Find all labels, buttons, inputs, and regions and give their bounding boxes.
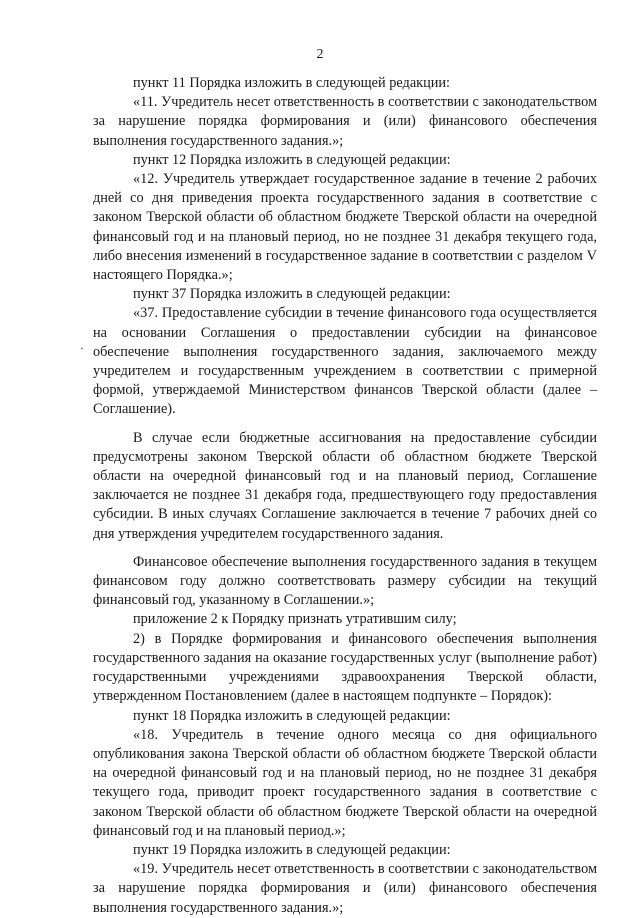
paragraph-clause-19-intro: пункт 19 Порядка изложить в следующей редакции:	[133, 841, 451, 858]
paragraph-budget-allocations: В случае если бюджетные ассигнования на предоставление субсидии предусмотрены законом Тверской области об областном бюджете Тверской области на очередной финансовый год и на плановый период, Соглашение заключается не позднее 31 декабря года, предшествующего году предоставления субсидии. В иных случаях Соглашение заключается в течение 7 рабочих дней со дня утверждения учредителем государственного задания.	[93, 429, 597, 542]
paragraph-clause-12-text: «12. Учредитель утверждает государственное задание в течение 2 рабочих дней со дня приведения проекта государственного задания в соответствие с законом Тверской области об областном бюджете Тверской области на очередной финансовый год и на плановый период, но не позднее 31 декабря текущего года, либо внесения изменений в государственное задание в соответствии с разделом V настоящего Порядка.»;	[93, 171, 597, 284]
document-body	[93, 74, 597, 918]
paragraph-clause-37-text: «37. Предоставление субсидии в течение финансового года осуществляется на основании Соглашения о предоставлении субсидии на финансовое обеспечение выполнения государственного задания, заключаемого между учредителем и государственным учреждением в соответствии с примерной формой, утверждаемой Министерством финансов Тверской области (далее – Соглашение).	[93, 305, 597, 418]
paragraph-clause-37-intro: пункт 37 Порядка изложить в следующей редакции:	[133, 286, 451, 303]
paragraph-clause-11-intro: пункт 11 Порядка изложить в следующей редакции:	[133, 75, 451, 91]
paragraph-clause-19-text: «19. Учредитель несет ответственность в соответствии с законодательством за нарушение порядка формирования и (или) финансового обеспечения выполнения государственного задания.»;	[93, 861, 597, 916]
paragraph-financial-support: Финансовое обеспечение выполнения государственного задания в текущем финансовом году должно соответствовать размеру субсидии на текущий финансовый год, указанному в Соглашении.»;	[93, 553, 597, 609]
page-number: 2	[316, 47, 324, 62]
paragraph-appendix-2: приложение 2 к Порядку признать утратившим силу;	[133, 611, 457, 628]
paragraph-clause-18-intro: пункт 18 Порядка изложить в следующей редакции:	[133, 707, 451, 724]
margin-dot-mark: ·	[80, 341, 84, 355]
paragraph-clause-11-text: «11. Учредитель несет ответственность в соответствии с законодательством за нарушение порядка формирования и (или) финансового обеспечения выполнения государственного задания.»;	[93, 94, 597, 149]
paragraph-subpoint-2: 2) в Порядке формирования и финансового обеспечения выполнения государственного задания на оказание государственных услуг (выполнение работ) государственными учреждениями здравоохранения Тверской области, утвержденном Постановлением (далее в настоящем подпункте – Порядок):	[93, 630, 597, 705]
paragraph-clause-12-intro: пункт 12 Порядка изложить в следующей редакции:	[133, 151, 451, 168]
paragraph-clause-18-text: «18. Учредитель в течение одного месяца со дня официального опубликования закона Тверской области об областном бюджете Тверской области на очередной финансовый год и на плановый период, но не позднее 31 декабря текущего года, приводит проект государственного задания в соответствие с законом Тверской области об областном бюджете Тверской области на очередной финансовый год и на плановый период.»;	[93, 726, 597, 839]
